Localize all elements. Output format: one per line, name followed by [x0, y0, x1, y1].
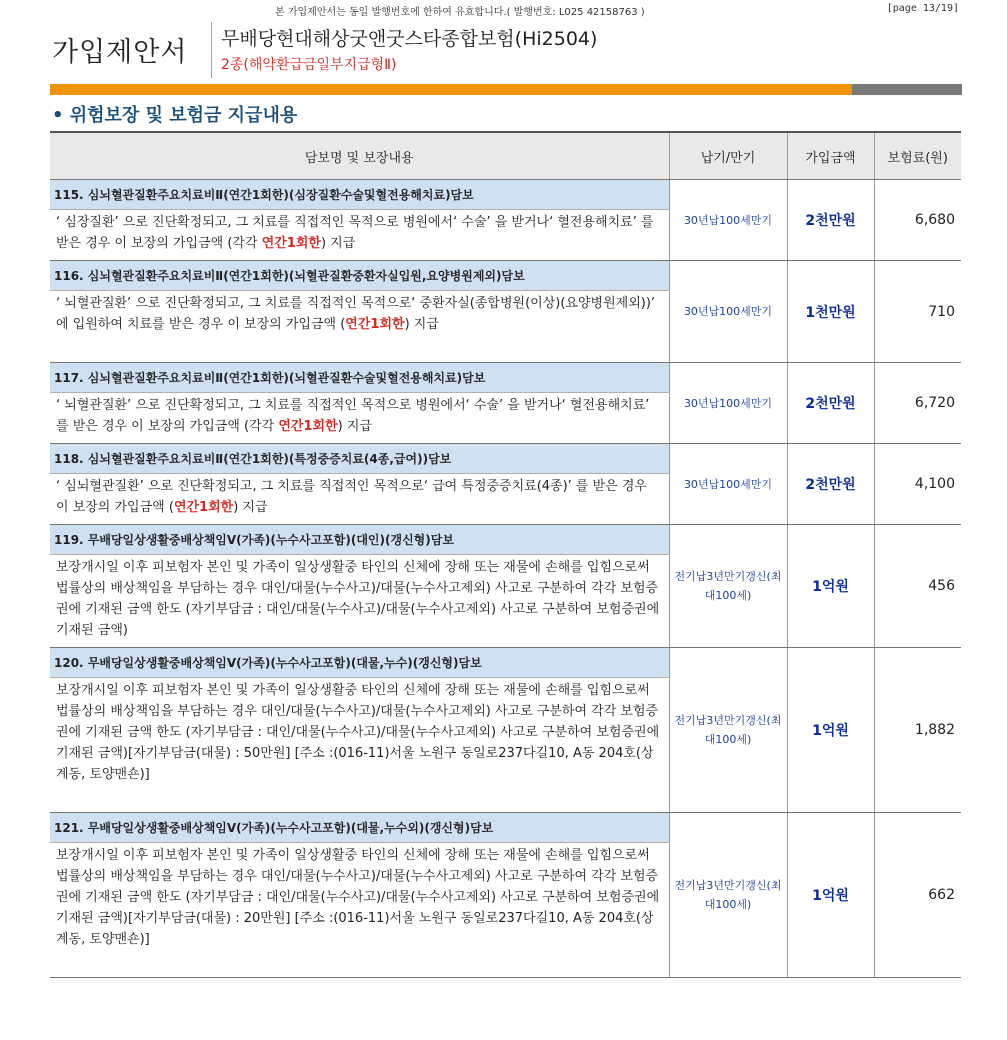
payment-term: 30년납100세만기: [669, 261, 787, 363]
premium-value: 710: [874, 261, 961, 363]
annual-limit-highlight: 연간1회한: [345, 317, 405, 332]
coverage-amount: 1억원: [787, 813, 874, 978]
coverage-amount: 1천만원: [787, 261, 874, 363]
premium-value: 662: [874, 813, 961, 978]
coverage-name: 117. 심뇌혈관질환주요치료비Ⅱ(연간1회한)(뇌혈관질환수술및혈전용해치료)담보: [50, 363, 669, 393]
description-suffix: ) 지급: [233, 500, 268, 515]
coverage-name-row: [50, 813, 961, 843]
coverage-amount: 2천만원: [787, 180, 874, 261]
coverage-description: [50, 210, 669, 261]
coverage-name: 115. 심뇌혈관질환주요치료비Ⅱ(연간1회한)(심장질환수술및혈전용해치료)담보: [50, 180, 669, 210]
page-number: [page 13/19]: [886, 3, 959, 14]
section-title: • 위험보장 및 보험금 지급내용: [52, 105, 298, 126]
payment-term: 전기납3년만기갱신(최대100세): [669, 813, 787, 978]
premium-value: 456: [874, 525, 961, 648]
coverage-name-row: [50, 648, 961, 678]
table-header-row: [50, 132, 961, 180]
coverage-name: 119. 무배당일상생활중배상책임Ⅴ(가족)(누수사고포함)(대인)(갱신형)담보: [50, 525, 669, 555]
coverage-description: [50, 291, 669, 363]
coverage-description: [50, 393, 669, 444]
payment-term: 30년납100세만기: [669, 180, 787, 261]
description-text: ‘ 심뇌혈관질환’ 으로 진단확정되고, 그 치료를 직접적인 목적으로‘ 급여 특정중증치료(4종)’ 를 받은 경우 이 보장의 가입금액 (: [56, 479, 647, 515]
top-notice-bar: [0, 3, 1007, 19]
description-suffix: ) 지급: [320, 236, 356, 251]
description-text: 보장개시일 이후 피보험자 본인 및 가족이 일상생활중 타인의 신체에 장해 또는 재물에 손해를 입힘으로써 법률상의 배상책임을 부담하는 경우 대인/대물(누수사고)/대물(누수사고제외) 사고로 구분하여 각각 보험증권에 기재된 금액 한도 (자기부담금 : 대인/대물(누수사고)/대물(누수사고제외) 사고로 구분하여 보험증권에 기재된 금액)[자기부담금(대물) : 50만원] [주소 :(016-11)서울 노원구 동일로237다길10, A동 204호(상계동, 토양맨숀)]: [56, 683, 660, 782]
payment-term: 전기납3년만기갱신(최대100세): [669, 525, 787, 648]
coverage-table-body: [50, 180, 961, 978]
premium-value: 6,680: [874, 180, 961, 261]
description-text: ‘ 심장질환’ 으로 진단확정되고, 그 치료를 직접적인 목적으로 병원에서‘ 수술’ 을 받거나‘ 혈전용해치료’ 를 받은 경우 이 보장의 가입금액 (각각: [56, 215, 654, 251]
payment-term: 30년납100세만기: [669, 444, 787, 525]
payment-term: 30년납100세만기: [669, 363, 787, 444]
coverage-amount: 2천만원: [787, 363, 874, 444]
column-header-coverage: 담보명 및 보장내용: [50, 132, 669, 180]
description-suffix: ) 지급: [337, 419, 372, 434]
coverage-name: 121. 무배당일상생활중배상책임Ⅴ(가족)(누수사고포함)(대물,누수외)(갱신형)담보: [50, 813, 669, 843]
coverage-name-row: [50, 180, 961, 210]
coverage-amount: 1억원: [787, 525, 874, 648]
description-text: ‘ 뇌혈관질환’ 으로 진단확정되고, 그 치료를 직접적인 목적으로‘ 중환자실(종합병원(이상)(요양병원제외))’ 에 입원하여 치료를 받은 경우 이 보장의 가입금액 (: [56, 296, 656, 332]
coverage-table: [50, 131, 961, 978]
column-header-amount: 가입금액: [787, 132, 874, 180]
description-suffix: ) 지급: [404, 317, 439, 332]
description-text: ‘ 뇌혈관질환’ 으로 진단확정되고, 그 치료를 직접적인 목적으로 병원에서‘ 수술’ 을 받거나‘ 혈전용해치료’ 를 받은 경우 이 보장의 가입금액 (각각: [56, 398, 650, 434]
validity-notice: 본 가입제안서는 동일 발행번호에 한하여 유효합니다.( 발행번호: L025 42158763 ): [275, 7, 645, 18]
payment-term: 전기납3년만기갱신(최대100세): [669, 648, 787, 813]
coverage-amount: 1억원: [787, 648, 874, 813]
document-type-title: 가입제안서: [52, 37, 188, 68]
annual-limit-highlight: 연간1회한: [261, 236, 321, 251]
coverage-description: [50, 843, 669, 978]
product-subtype: 2종(해약환급금일부지급형Ⅱ): [221, 57, 397, 73]
premium-value: 1,882: [874, 648, 961, 813]
accent-bar-gray: [852, 84, 962, 95]
description-text: 보장개시일 이후 피보험자 본인 및 가족이 일상생활중 타인의 신체에 장해 또는 재물에 손해를 입힘으로써 법률상의 배상책임을 부담하는 경우 대인/대물(누수사고)/대물(누수사고제외) 사고로 구분하여 각각 보험증권에 기재된 금액 한도 (자기부담금 : 대인/대물(누수사고)/대물(누수사고제외) 사고로 구분하여 보험증권에 기재된 금액)[자기부담금(대물) : 20만원] [주소 :(016-11)서울 노원구 동일로237다길10, A동 204호(상계동, 토양맨숀)]: [56, 848, 660, 947]
column-header-term: 납기/만기: [669, 132, 787, 180]
coverage-description: [50, 555, 669, 648]
product-name: 무배당현대해상굿앤굿스타종합보험(Hi2504): [221, 28, 598, 50]
annual-limit-highlight: 연간1회한: [173, 500, 234, 515]
description-text: 보장개시일 이후 피보험자 본인 및 가족이 일상생활중 타인의 신체에 장해 또는 재물에 손해를 입힘으로써 법률상의 배상책임을 부담하는 경우 대인/대물(누수사고)/대물(누수사고제외) 사고로 구분하여 각각 보험증권에 기재된 금액 한도 (자기부담금 : 대인/대물(누수사고)/대물(누수사고제외) 사고로 구분하여 보험증권에 기재된 금액): [56, 560, 660, 638]
coverage-name: 118. 심뇌혈관질환주요치료비Ⅱ(연간1회한)(특정중증치료(4종,급여))담보: [50, 444, 669, 474]
coverage-name-row: [50, 261, 961, 291]
column-header-premium: 보험료(원): [874, 132, 961, 180]
premium-value: 4,100: [874, 444, 961, 525]
coverage-description: [50, 474, 669, 525]
title-divider: [211, 22, 212, 78]
premium-value: 6,720: [874, 363, 961, 444]
coverage-name: 120. 무배당일상생활중배상책임Ⅴ(가족)(누수사고포함)(대물,누수)(갱신형)담보: [50, 648, 669, 678]
coverage-description: [50, 678, 669, 813]
coverage-name-row: [50, 363, 961, 393]
coverage-name: 116. 심뇌혈관질환주요치료비Ⅱ(연간1회한)(뇌혈관질환중환자실입원,요양병원제외)담보: [50, 261, 669, 291]
coverage-amount: 2천만원: [787, 444, 874, 525]
accent-bar-orange: [50, 84, 852, 95]
coverage-name-row: [50, 444, 961, 474]
annual-limit-highlight: 연간1회한: [278, 419, 338, 434]
coverage-name-row: [50, 525, 961, 555]
